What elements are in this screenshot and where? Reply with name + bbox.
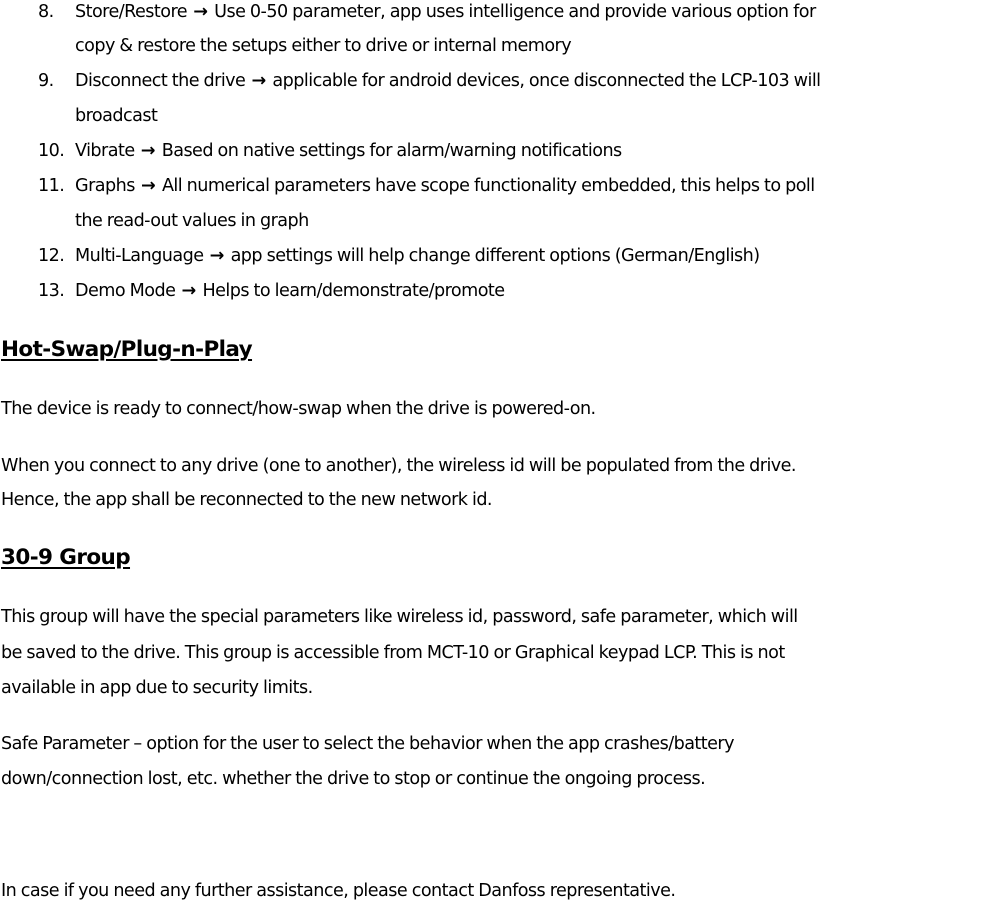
section-heading-hot-swap: Hot-Swap/Plug-n-Play [1,337,253,362]
list-item-text: Use 0-50 parameter, app uses intelligence and provide various option for [214,2,816,22]
list-item-term: Disconnect the drive [75,71,246,91]
list-number: 13. [38,281,65,301]
section-heading-30-9-group: 30-9 Group [1,545,131,570]
list-item-text: Based on native settings for alarm/warning notifications [161,141,622,161]
list-number: 8. [38,2,54,22]
list-item-text: Helps to learn/demonstrate/promote [202,281,505,301]
list-number: 12. [38,246,65,266]
list-item-line [75,174,815,198]
right-arrow-icon: → [193,2,208,22]
list-item-text: app settings will help change different options (German/English) [230,246,760,266]
list-item-text: copy & restore the setups either to drive or internal memory [75,36,572,56]
right-arrow-icon: → [140,141,156,161]
list-item-line [75,244,760,268]
list-item-text: All numerical parameters have scope functionality embedded, this helps to poll [161,176,815,196]
list-number: 9. [38,71,54,91]
list-item-term: Multi-Language [75,246,204,266]
list-item-line [75,279,505,303]
paragraph-line: The device is ready to connect/how-swap when the drive is powered-on. [1,399,596,419]
paragraph-line: Safe Parameter – option for the user to select the behavior when the app crashes/battery [1,734,734,754]
list-item-line [75,69,821,93]
paragraph-line: be saved to the drive. This group is accessible from MCT-10 or Graphical keypad LCP. This is not [1,643,785,663]
list-item-text: the read-out values in graph [75,211,309,231]
list-item-term: Vibrate [75,141,135,161]
right-arrow-icon: → [141,176,156,196]
list-item-text: broadcast [75,106,158,126]
list-item-term: Graphs [75,176,135,196]
paragraph-line: Hence, the app shall be reconnected to the new network id. [1,490,492,510]
paragraph-line: available in app due to security limits. [1,678,313,698]
list-item-line [75,139,622,163]
paragraph-line: When you connect to any drive (one to another), the wireless id will be populated from the drive. [1,456,796,476]
list-item-term: Demo Mode [75,281,176,301]
list-number: 11. [38,176,65,196]
list-number: 10. [38,141,65,161]
right-arrow-icon: → [251,71,267,91]
right-arrow-icon: → [181,281,197,301]
paragraph-line: This group will have the special parameters like wireless id, password, safe parameter, which will [1,607,798,627]
closing-line: In case if you need any further assistance, please contact Danfoss representative. [1,881,676,901]
list-item-text: applicable for android devices, once disconnected the LCP-103 will [272,71,821,91]
list-item-term: Store/Restore [75,2,188,22]
right-arrow-icon: → [209,246,225,266]
paragraph-line: down/connection lost, etc. whether the drive to stop or continue the ongoing process. [1,769,706,789]
list-item-line [75,0,816,24]
